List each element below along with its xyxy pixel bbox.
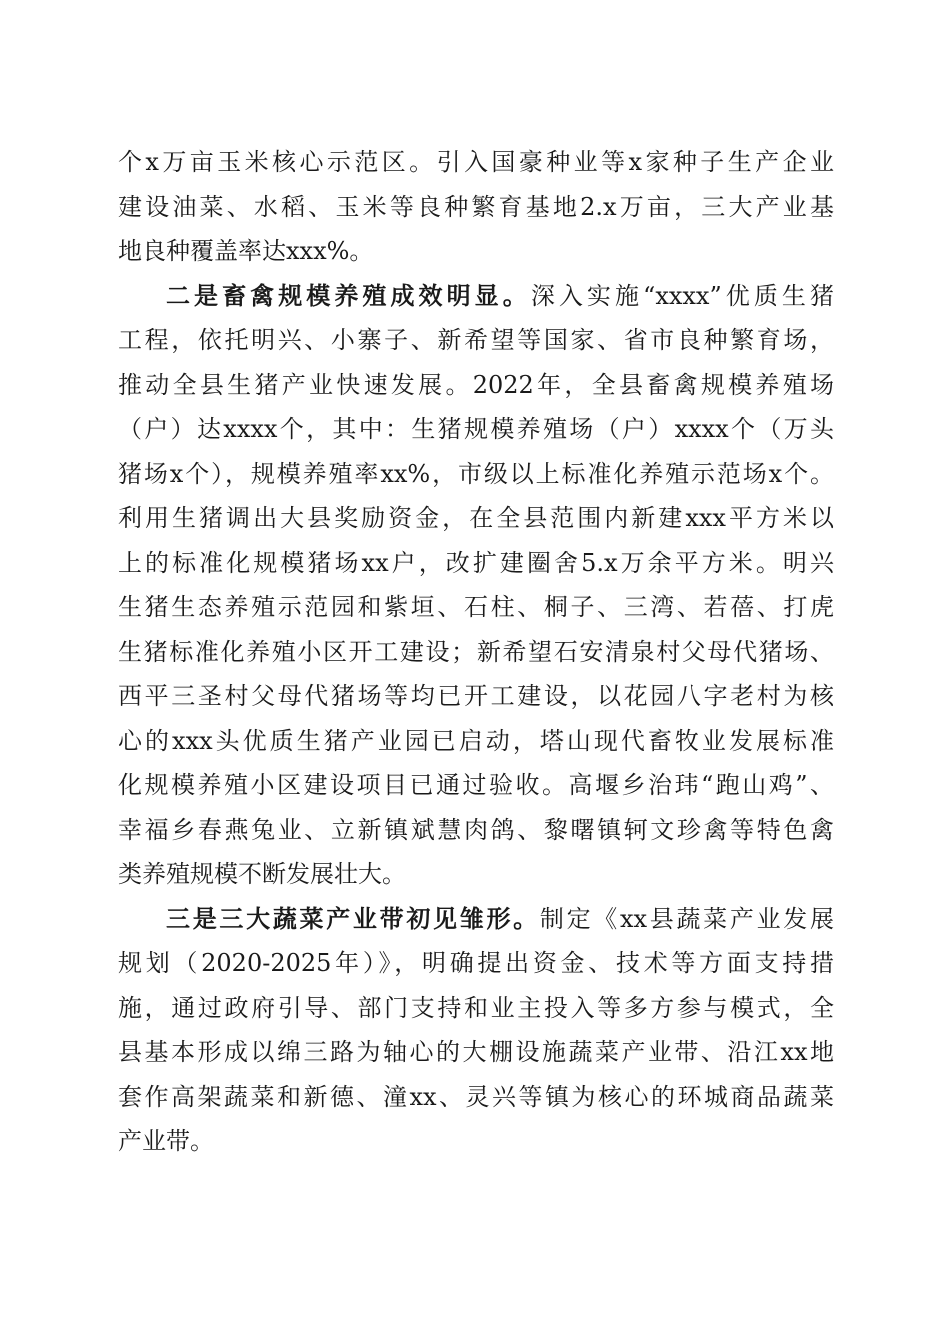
- paragraph-line: 个x万亩玉米核心示范区。引入国豪种业等x家种子生产企业: [118, 148, 834, 176]
- paragraph-line: 地良种覆盖率达xxx%。: [118, 237, 374, 265]
- paragraph-line: 类养殖规模不断发展壮大。: [118, 860, 406, 888]
- paragraph-lead: 二是畜禽规模养殖成效明显。: [166, 280, 531, 310]
- paragraph-1: [118, 140, 834, 274]
- paragraph-line: 推动全县生猪产业快速发展。2022年，全县畜禽规模养殖场: [118, 370, 834, 399]
- paragraph-line: 生猪标准化养殖小区开工建设；新希望石安清泉村父母代猪场、: [118, 637, 834, 666]
- paragraph-line: 化规模养殖小区建设项目已通过验收。高堰乡治玮“跑山鸡”、: [118, 771, 834, 799]
- paragraph-line: 心的xxx头优质生猪产业园已启动，塔山现代畜牧业发展标准: [118, 726, 834, 755]
- paragraph-first-line: [118, 274, 834, 319]
- paragraph-line: 规划（2020-2025年）》，明确提出资金、技术等方面支持措: [118, 949, 834, 977]
- paragraph-line: 利用生猪调出大县奖励资金，在全县范围内新建xxx平方米以: [118, 504, 834, 532]
- paragraph-line: 套作高架蔬菜和新德、潼xx、灵兴等镇为核心的环城商品蔬菜: [118, 1082, 834, 1111]
- paragraph-2: [118, 274, 834, 897]
- paragraph-line: 幸福乡春燕兔业、立新镇斌慧肉鸽、黎曙镇轲文珍禽等特色禽: [118, 815, 834, 844]
- paragraph-line: 猪场x个），规模养殖率xx%，市级以上标准化养殖示范场x个。: [118, 459, 834, 488]
- paragraph-line: 产业带。: [118, 1127, 214, 1155]
- paragraph-lead: 三是三大蔬菜产业带初见雏形。: [166, 903, 540, 933]
- document-body: [118, 140, 834, 1164]
- paragraph-line: 生猪生态养殖示范园和紫垣、石柱、桐子、三湾、若蓓、打虎: [118, 593, 834, 621]
- paragraph-first-line: [118, 897, 834, 942]
- paragraph-line: 县基本形成以绵三路为轴心的大棚设施蔬菜产业带、沿江xx地: [118, 1038, 834, 1066]
- paragraph-line-text: 深入实施“xxxx”优质生猪: [530, 281, 834, 310]
- paragraph-line: 西平三圣村父母代猪场等均已开工建设，以花园八字老村为核: [118, 682, 834, 710]
- paragraph-line: 建设油菜、水稻、玉米等良种繁育基地2.x万亩，三大产业基: [118, 192, 834, 221]
- paragraph-line: （户）达xxxx个，其中：生猪规模养殖场（户）xxxx个（万头: [118, 415, 834, 443]
- paragraph-line: 上的标准化规模猪场xx户，改扩建圈舍5.x万余平方米。明兴: [118, 548, 834, 577]
- paragraph-3: [118, 897, 834, 1164]
- paragraph-line: 工程，依托明兴、小寨子、新希望等国家、省市良种繁育场，: [118, 326, 834, 354]
- paragraph-line: 施，通过政府引导、部门支持和业主投入等多方参与模式，全: [118, 993, 834, 1022]
- paragraph-line-text: 制定《xx县蔬菜产业发展: [539, 904, 834, 933]
